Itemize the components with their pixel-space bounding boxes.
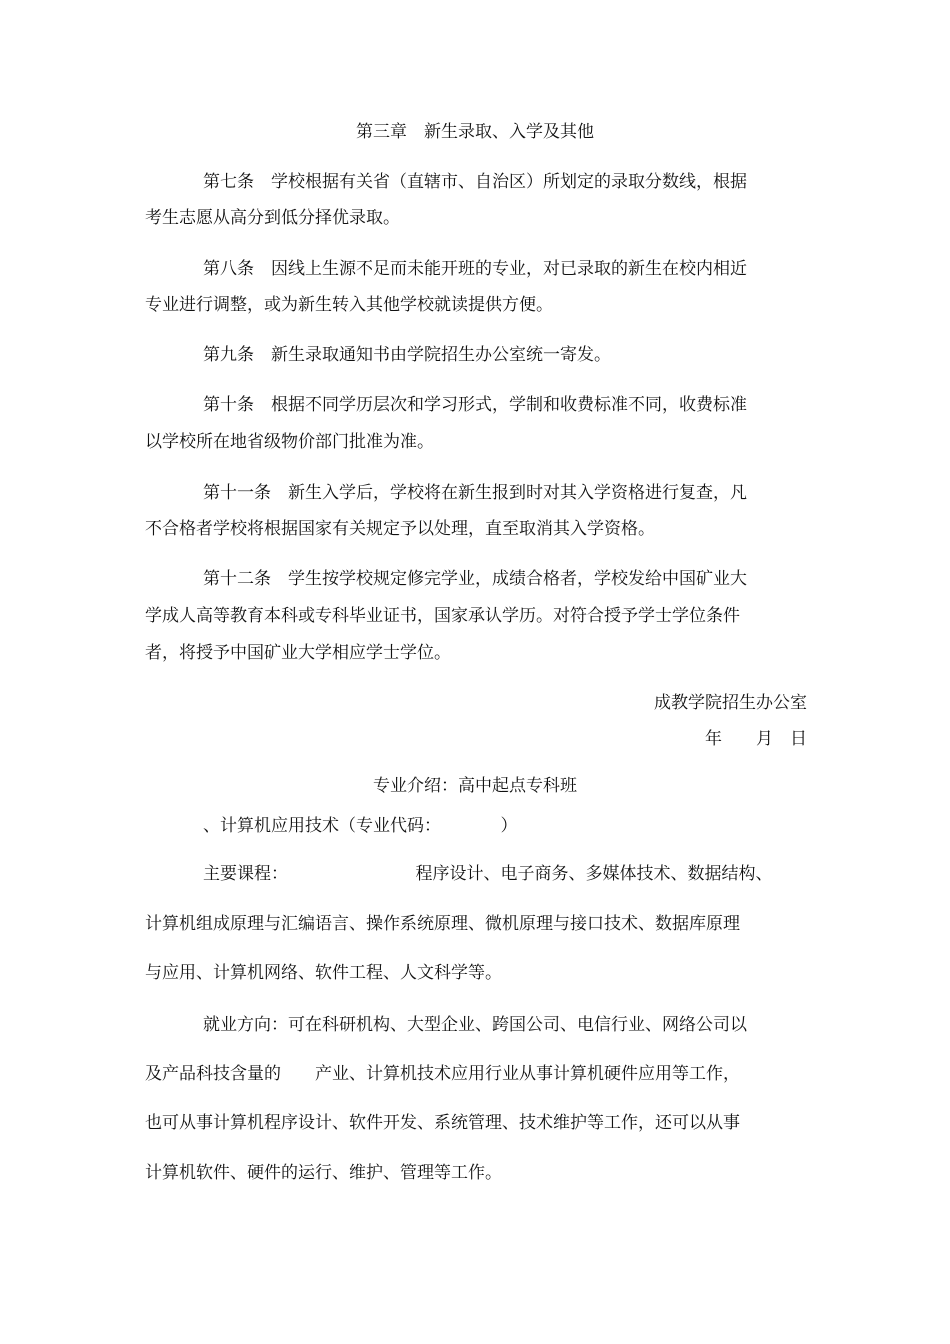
signature-date: 年 月 日 [705,729,807,749]
article-8-line-2: 专业进行调整，或为新生转入其他学校就读提供方便。 [145,295,553,315]
article-10-line-2: 以学校所在地省级物价部门批准为准。 [145,432,434,452]
signature-office: 成教学院招生办公室 [654,693,807,713]
article-9-line-1: 第九条 新生录取通知书由学院招生办公室统一寄发。 [203,345,611,365]
courses-line-1: 主要课程： 程序设计、电子商务、多媒体技术、数据结构、 [203,864,773,884]
major-intro-heading: 专业介绍：高中起点专科班 [373,776,577,796]
career-line-2: 及产品科技含量的 产业、计算机技术应用行业从事计算机硬件应用等工作， [145,1064,740,1084]
major-line: 、计算机应用技术（专业代码： ） [203,816,518,836]
article-11-line-2: 不合格者学校将根据国家有关规定予以处理，直至取消其入学资格。 [145,519,655,539]
article-12-line-3: 者，将授予中国矿业大学相应学士学位。 [145,643,451,663]
courses-line-2: 计算机组成原理与汇编语言、操作系统原理、微机原理与接口技术、数据库原理 [145,914,740,934]
article-7-line-2: 考生志愿从高分到低分择优录取。 [145,208,400,228]
career-line-1: 就业方向：可在科研机构、大型企业、跨国公司、电信行业、网络公司以 [203,1015,747,1035]
article-11-line-1: 第十一条 新生入学后，学校将在新生报到时对其入学资格进行复查，凡 [203,483,747,503]
article-12-line-1: 第十二条 学生按学校规定修完学业，成绩合格者，学校发给中国矿业大 [203,569,747,589]
article-10-line-1: 第十条 根据不同学历层次和学习形式，学制和收费标准不同，收费标准 [203,395,747,415]
article-7-line-1: 第七条 学校根据有关省（直辖市、自治区）所划定的录取分数线，根据 [203,172,747,192]
chapter-title: 第三章 新生录取、入学及其他 [356,122,594,142]
article-12-line-2: 学成人高等教育本科或专科毕业证书，国家承认学历。对符合授予学士学位条件 [145,606,740,626]
courses-line-3: 与应用、计算机网络、软件工程、人文科学等。 [145,963,502,983]
career-line-3: 也可从事计算机程序设计、软件开发、系统管理、技术维护等工作，还可以从事 [145,1113,740,1133]
career-line-4: 计算机软件、硬件的运行、维护、管理等工作。 [145,1163,502,1183]
article-8-line-1: 第八条 因线上生源不足而未能开班的专业，对已录取的新生在校内相近 [203,259,747,279]
